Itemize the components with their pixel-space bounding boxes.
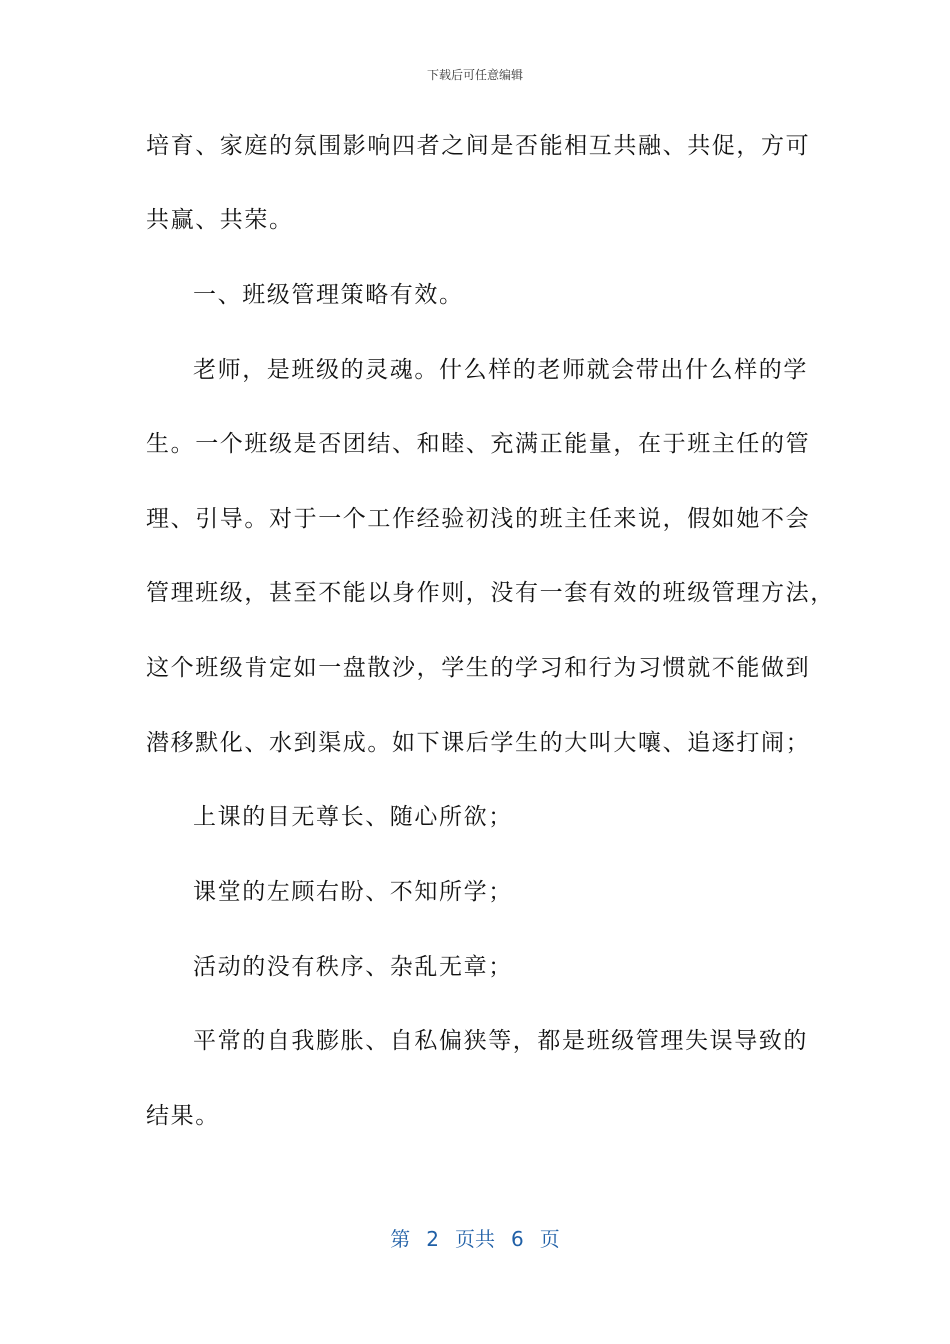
body-line-6: 理、引导。对于一个工作经验初浅的班主任来说，假如她不会: [146, 506, 811, 532]
footer-middle: 页共: [455, 1227, 495, 1251]
body-line-14: 结果。: [146, 1103, 220, 1129]
body-line-4: 老师，是班级的灵魂。什么样的老师就会带出什么样的学: [193, 357, 808, 383]
body-line-1: 培育、家庭的氛围影响四者之间是否能相互共融、共促，方可: [146, 133, 811, 159]
section-heading: 一、班级管理策略有效。: [193, 282, 464, 308]
page-footer: [0, 1226, 950, 1252]
footer-prefix: 第: [390, 1227, 411, 1251]
footer-suffix: 页: [539, 1227, 560, 1251]
body-line-7: 管理班级，甚至不能以身作则，没有一套有效的班级管理方法，: [146, 580, 835, 606]
body-line-8: 这个班级肯定如一盘散沙，学生的学习和行为习惯就不能做到: [146, 655, 811, 681]
body-line-10: 上课的目无尊长、随心所欲；: [193, 804, 513, 830]
body-line-11: 课堂的左顾右盼、不知所学；: [193, 879, 513, 905]
footer-current-page: 2: [426, 1227, 439, 1251]
footer-total-pages: 6: [511, 1227, 524, 1251]
body-line-9: 潜移默化、水到渠成。如下课后学生的大叫大嚷、追逐打闹；: [146, 730, 811, 756]
page-header: 下载后可任意编辑: [426, 68, 523, 82]
body-line-12: 活动的没有秩序、杂乱无章；: [193, 954, 513, 980]
body-line-5: 生。一个班级是否团结、和睦、充满正能量，在于班主任的管: [146, 431, 811, 457]
body-line-13: 平常的自我膨胀、自私偏狭等，都是班级管理失误导致的: [193, 1028, 808, 1054]
body-line-2: 共赢、共荣。: [146, 207, 294, 233]
